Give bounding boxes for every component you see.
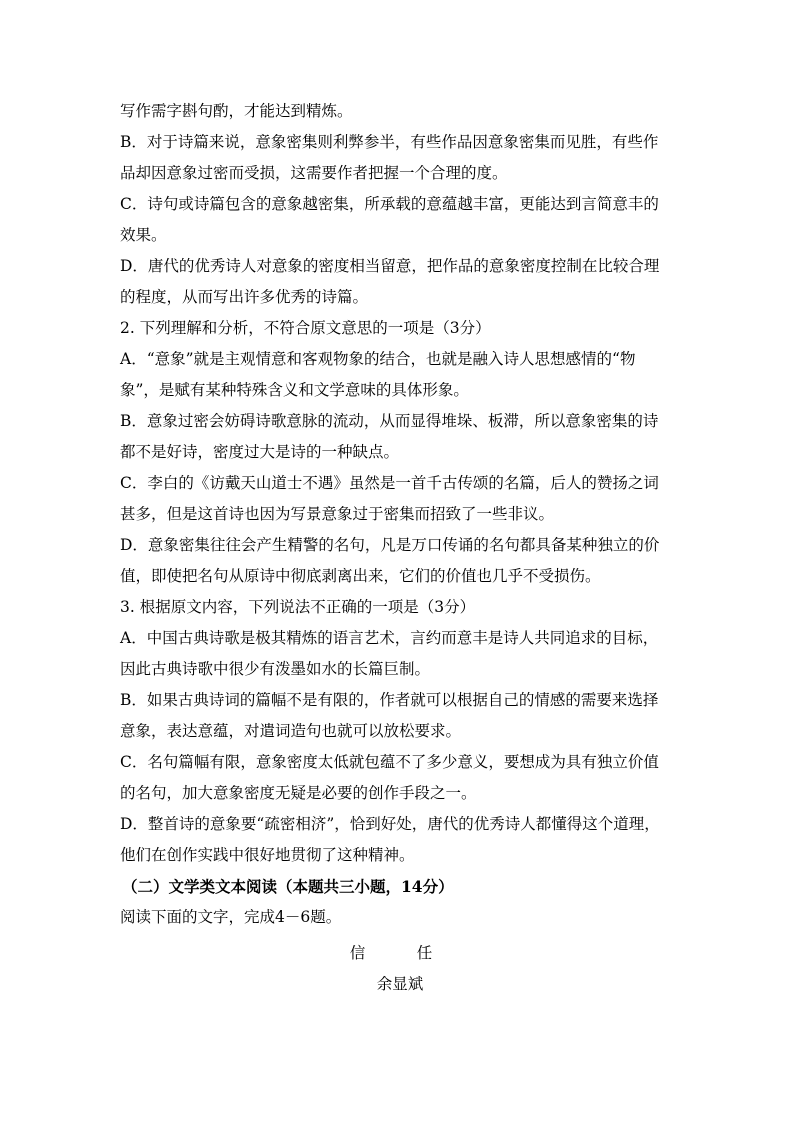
paragraph-line: 的程度，从而写出许多优秀的诗篇。 — [120, 288, 369, 306]
option-c-line: C．名句篇幅有限，意象密度太低就包蕴不了多少意义，要想成为具有独立价值 — [120, 753, 659, 771]
paragraph-line: 都不是好诗，密度过大是诗的一种缺点。 — [120, 443, 400, 461]
option-c-line: C．李白的《访戴天山道士不遇》虽然是一首千古传颂的名篇，后人的赞扬之词 — [120, 474, 659, 492]
option-a-line: A．“意象”就是主观情意和客观物象的结合，也就是融入诗人思想感情的“物 — [120, 350, 636, 368]
paragraph-line: 甚多，但是这首诗也因为写景意象过于密集而招致了一些非议。 — [120, 505, 555, 523]
option-d-line: D．意象密集往往会产生精警的名句，凡是万口传诵的名句都具备某种独立的价 — [120, 536, 660, 554]
paragraph-line: 象”，是赋有某种特殊含义和文学意味的具体形象。 — [120, 381, 469, 399]
paragraph-line: 效果。 — [120, 226, 167, 244]
option-b-line: B．对于诗篇来说，意象密集则利弊参半，有些作品因意象密集而见胜，有些作 — [120, 133, 659, 151]
paragraph-line: 值，即使把名句从原诗中彻底剥离出来，它们的价值也几乎不受损伤。 — [120, 567, 601, 585]
question-2: 2. 下列理解和分析，不符合原文意思的一项是（3分） — [120, 319, 491, 337]
option-c-line: C．诗句或诗篇包含的意象越密集，所承载的意蕴越丰富，更能达到言简意丰的 — [120, 195, 659, 213]
option-d-line: D．唐代的优秀诗人对意象的密度相当留意，把作品的意象密度控制在比较合理 — [120, 257, 660, 275]
paragraph-line: 的名句，加大意象密度无疑是必要的创作手段之一。 — [120, 784, 477, 802]
option-a-line: A．中国古典诗歌是极其精炼的语言艺术，言约而意丰是诗人共同追求的目标， — [120, 629, 659, 647]
question-3: 3. 根据原文内容，下列说法不正确的一项是（3分） — [120, 598, 476, 616]
option-b-line: B．意象过密会妨碍诗歌意脉的流动，从而显得堆垛、板滞，所以意象密集的诗 — [120, 412, 659, 430]
paragraph-line: 写作需字斟句酌，才能达到精炼。 — [120, 102, 353, 120]
paragraph-line: 意象，表达意蕴，对遣词造句也就可以放松要求。 — [120, 722, 462, 740]
paragraph-line: 他们在创作实践中很好地贯彻了这种精神。 — [120, 846, 415, 864]
document-page — [120, 96, 680, 1000]
option-d-line: D．整首诗的意象要“疏密相济”，恰到好处，唐代的优秀诗人都懂得这个道理， — [120, 815, 660, 833]
paragraph-line: 因此古典诗歌中很少有泼墨如水的长篇巨制。 — [120, 660, 431, 678]
story-title: 信 任 — [349, 944, 451, 962]
paragraph-line: 品却因意象过密而受损，这需要作者把握一个合理的度。 — [120, 164, 508, 182]
option-b-line: B．如果古典诗词的篇幅不是有限的，作者就可以根据自己的情感的需要来选择 — [120, 691, 659, 709]
instruction-text: 阅读下面的文字，完成4－6题。 — [120, 908, 342, 926]
section-heading: （二）文学类文本阅读（本题共三小题，14分） — [122, 877, 454, 896]
story-author: 余显斌 — [376, 975, 424, 993]
